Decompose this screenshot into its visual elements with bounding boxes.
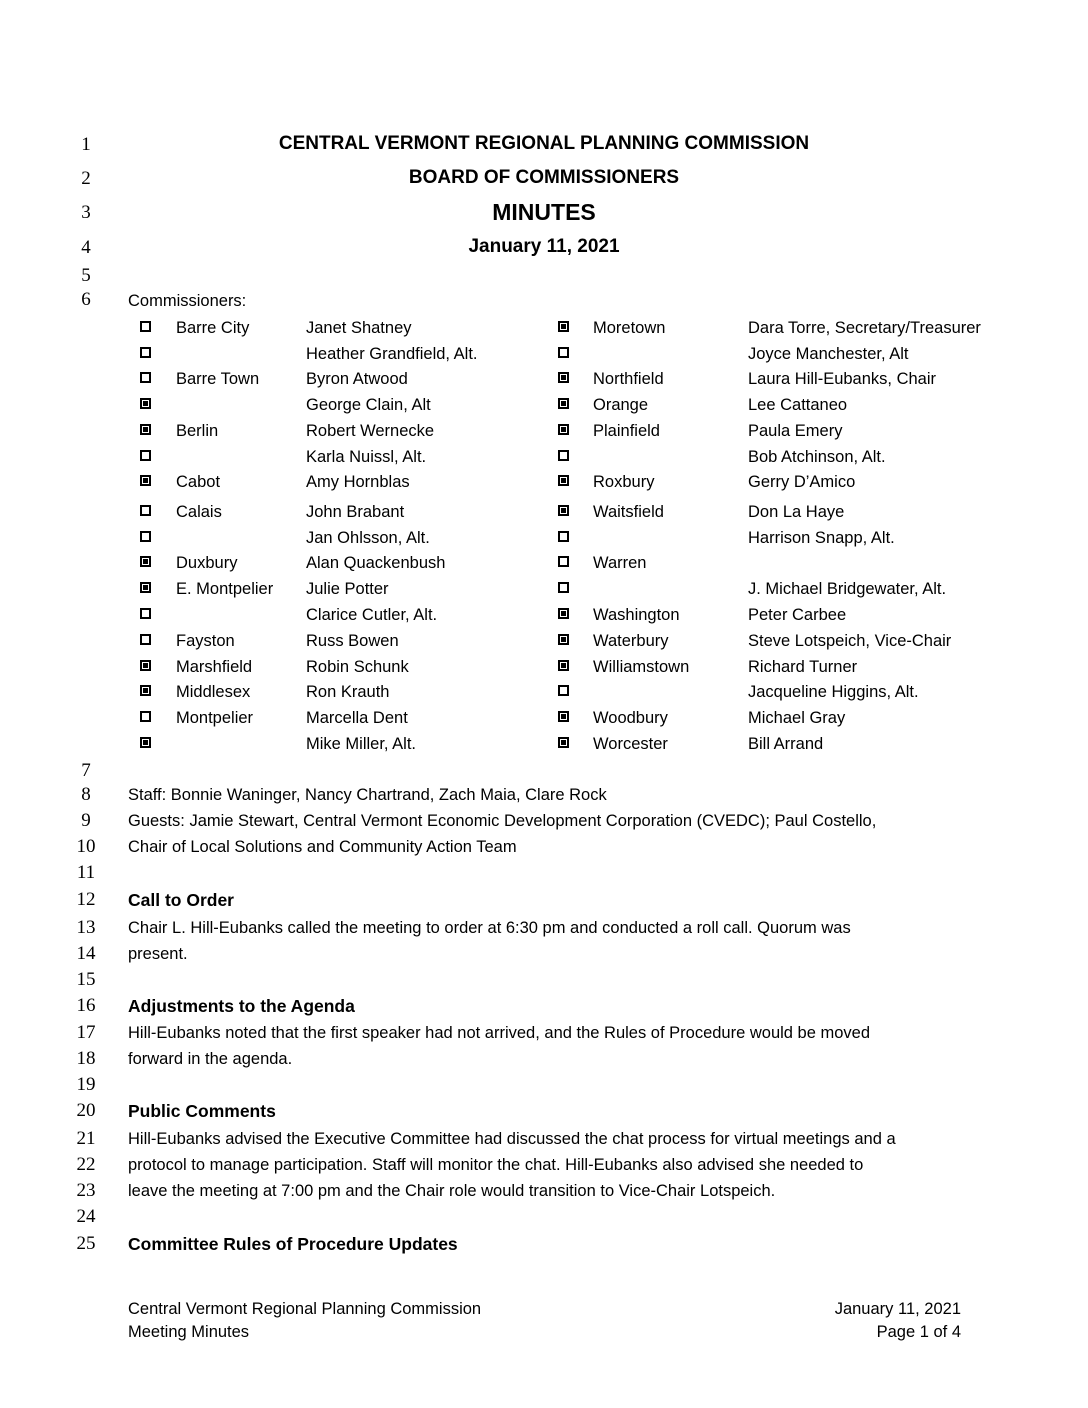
- commissioner-row: [0, 552, 1088, 574]
- commissioner-name: Mike Miller, Alt.: [306, 735, 417, 753]
- town-name: Barre Town: [176, 370, 260, 388]
- town-name: Berlin: [176, 422, 219, 440]
- minutes-title: MINUTES: [492, 199, 596, 225]
- commissioner-name: Robin Schunk: [306, 658, 409, 676]
- commissioner-row: [0, 578, 1088, 600]
- commissioner-row: [0, 681, 1088, 703]
- checked-checkbox-icon: [558, 475, 569, 486]
- line-number: 16: [76, 995, 96, 1016]
- call-to-order-text-2: present.: [128, 945, 188, 963]
- unchecked-checkbox-icon: [558, 582, 569, 593]
- meeting-date: January 11, 2021: [468, 236, 620, 257]
- checked-checkbox-icon: [558, 372, 569, 383]
- line-number: 2: [81, 168, 91, 189]
- town-name: Roxbury: [593, 473, 655, 491]
- adjustments-text-2: forward in the agenda.: [128, 1050, 293, 1068]
- line-number: 21: [76, 1128, 96, 1149]
- commissioner-row: [0, 394, 1088, 416]
- town-name: Worcester: [593, 735, 668, 753]
- section-heading-public-comments: Public Comments: [128, 1101, 276, 1121]
- town-name: E. Montpelier: [176, 580, 274, 598]
- checked-checkbox-icon: [558, 505, 569, 516]
- town-name: Moretown: [593, 319, 666, 337]
- org-title: CENTRAL VERMONT REGIONAL PLANNING COMMISSION: [278, 133, 810, 154]
- line-number: 20: [76, 1100, 96, 1121]
- checked-checkbox-icon: [558, 737, 569, 748]
- line-number: 9: [81, 810, 91, 831]
- commissioner-name: Amy Hornblas: [306, 473, 410, 491]
- adjustments-text-1: Hill-Eubanks noted that the first speaker had not arrived, and the Rules of Procedure would be moved: [128, 1024, 871, 1042]
- commissioner-name: Peter Carbee: [748, 606, 847, 624]
- town-name: Cabot: [176, 473, 221, 491]
- commissioner-name: Jacqueline Higgins, Alt.: [748, 683, 919, 701]
- town-name: Woodbury: [593, 709, 668, 727]
- town-name: Barre City: [176, 319, 250, 337]
- commissioner-name: Lee Cattaneo: [748, 396, 848, 414]
- commissioner-name: Heather Grandfield, Alt.: [306, 345, 478, 363]
- public-comments-text-3: leave the meeting at 7:00 pm and the Chair role would transition to Vice-Chair Lotspeich.: [128, 1182, 776, 1200]
- unchecked-checkbox-icon: [558, 450, 569, 461]
- commissioner-name: Byron Atwood: [306, 370, 408, 388]
- checked-checkbox-icon: [558, 321, 569, 332]
- town-name: Williamstown: [593, 658, 690, 676]
- commissioner-name: Julie Potter: [306, 580, 389, 598]
- line-number: 4: [81, 237, 91, 258]
- commissioner-row: [0, 604, 1088, 626]
- commissioner-name: Robert Wernecke: [306, 422, 435, 440]
- commissioner-name: Michael Gray: [748, 709, 846, 727]
- unchecked-checkbox-icon: [558, 685, 569, 696]
- commissioner-row: [0, 446, 1088, 468]
- commissioner-name: Marcella Dent: [306, 709, 408, 727]
- commissioner-row: [0, 630, 1088, 652]
- call-to-order-text-1: Chair L. Hill-Eubanks called the meeting to order at 6:30 pm and conducted a roll call. Quorum was: [128, 919, 851, 937]
- footer-date: January 11, 2021: [834, 1300, 961, 1318]
- line-number: 14: [76, 943, 96, 964]
- commissioner-row: [0, 707, 1088, 729]
- line-number: 22: [76, 1154, 96, 1175]
- checked-checkbox-icon: [558, 634, 569, 645]
- commissioner-name: Laura Hill-Eubanks, Chair: [748, 370, 937, 388]
- town-name: Marshfield: [176, 658, 253, 676]
- board-title: BOARD OF COMMISSIONERS: [408, 167, 680, 188]
- line-number: 11: [76, 862, 96, 883]
- town-name: Plainfield: [593, 422, 660, 440]
- line-number: 19: [76, 1074, 96, 1095]
- commissioner-name: Bob Atchinson, Alt.: [748, 448, 886, 466]
- guests-line-1: Guests: Jamie Stewart, Central Vermont Economic Development Corporation (CVEDC); Paul Costello,: [128, 812, 877, 830]
- commissioner-name: Gerry D’Amico: [748, 473, 856, 491]
- unchecked-checkbox-icon: [558, 531, 569, 542]
- town-name: Warren: [593, 554, 647, 572]
- checked-checkbox-icon: [558, 711, 569, 722]
- commissioner-name: Ron Krauth: [306, 683, 390, 701]
- town-name: Fayston: [176, 632, 235, 650]
- commissioner-name: Paula Emery: [748, 422, 843, 440]
- line-number: 17: [76, 1022, 96, 1043]
- commissioner-row: [0, 368, 1088, 390]
- line-number: 25: [76, 1233, 96, 1254]
- commissioner-name: John Brabant: [306, 503, 405, 521]
- public-comments-text-2: protocol to manage participation. Staff will monitor the chat. Hill-Eubanks also advised she needed to: [128, 1156, 864, 1174]
- line-number: 15: [76, 969, 96, 990]
- guests-line-2: Chair of Local Solutions and Community Action Team: [128, 838, 517, 856]
- checked-checkbox-icon: [558, 398, 569, 409]
- commissioner-row: [0, 317, 1088, 339]
- footer-doc: Meeting Minutes: [128, 1323, 250, 1341]
- town-name: Washington: [593, 606, 680, 624]
- line-number: 5: [81, 265, 91, 286]
- section-heading-call-to-order: Call to Order: [128, 890, 234, 910]
- checked-checkbox-icon: [558, 660, 569, 671]
- commissioner-row: [0, 420, 1088, 442]
- commissioner-name: Joyce Manchester, Alt: [748, 345, 909, 363]
- line-number: 6: [81, 289, 91, 310]
- commissioner-name: Don La Haye: [748, 503, 845, 521]
- staff-line: Staff: Bonnie Waninger, Nancy Chartrand, Zach Maia, Clare Rock: [128, 786, 607, 804]
- commissioner-name: Russ Bowen: [306, 632, 399, 650]
- line-number: 8: [81, 784, 91, 805]
- commissioner-row: [0, 656, 1088, 678]
- commissioner-name: George Clain, Alt: [306, 396, 431, 414]
- unchecked-checkbox-icon: [558, 347, 569, 358]
- section-heading-rules-of-procedure: Committee Rules of Procedure Updates: [128, 1234, 458, 1254]
- commissioner-row: [0, 471, 1088, 493]
- checked-checkbox-icon: [558, 608, 569, 619]
- line-number: 24: [76, 1206, 96, 1227]
- line-number: 12: [76, 889, 96, 910]
- commissioner-row: [0, 501, 1088, 523]
- town-name: Duxbury: [176, 554, 238, 572]
- town-name: Montpelier: [176, 709, 254, 727]
- commissioner-row: [0, 527, 1088, 549]
- line-number: 23: [76, 1180, 96, 1201]
- footer-org: Central Vermont Regional Planning Commission: [128, 1300, 482, 1318]
- public-comments-text-1: Hill-Eubanks advised the Executive Committee had discussed the chat process for virtual meetings and a: [128, 1130, 896, 1148]
- town-name: Waterbury: [593, 632, 669, 650]
- line-number: 13: [76, 917, 96, 938]
- commissioner-row: [0, 733, 1088, 755]
- town-name: Northfield: [593, 370, 664, 388]
- commissioner-row: [0, 343, 1088, 365]
- commissioner-name: Janet Shatney: [306, 319, 412, 337]
- footer-page-number: Page 1 of 4: [876, 1323, 961, 1341]
- commissioner-name: Alan Quackenbush: [306, 554, 446, 572]
- line-number: 1: [81, 134, 91, 155]
- town-name: Middlesex: [176, 683, 251, 701]
- commissioner-name: Bill Arrand: [748, 735, 824, 753]
- commissioner-name: J. Michael Bridgewater, Alt.: [748, 580, 947, 598]
- line-number: 18: [76, 1048, 96, 1069]
- commissioner-name: Richard Turner: [748, 658, 858, 676]
- town-name: Orange: [593, 396, 649, 414]
- town-name: Calais: [176, 503, 222, 521]
- line-number: 10: [76, 836, 96, 857]
- section-heading-adjustments: Adjustments to the Agenda: [128, 996, 355, 1016]
- commissioner-name: Jan Ohlsson, Alt.: [306, 529, 430, 547]
- commissioner-name: Harrison Snapp, Alt.: [748, 529, 895, 547]
- commissioner-name: Steve Lotspeich, Vice-Chair: [748, 632, 952, 650]
- line-number: 3: [81, 202, 91, 223]
- commissioner-name: Dara Torre, Secretary/Treasurer: [748, 319, 981, 337]
- commissioner-name: Karla Nuissl, Alt.: [306, 448, 427, 466]
- town-name: Waitsfield: [593, 503, 664, 521]
- commissioner-name: Clarice Cutler, Alt.: [306, 606, 438, 624]
- commissioners-label: Commissioners:: [128, 292, 247, 310]
- line-number: 7: [81, 760, 91, 781]
- unchecked-checkbox-icon: [558, 556, 569, 567]
- checked-checkbox-icon: [558, 424, 569, 435]
